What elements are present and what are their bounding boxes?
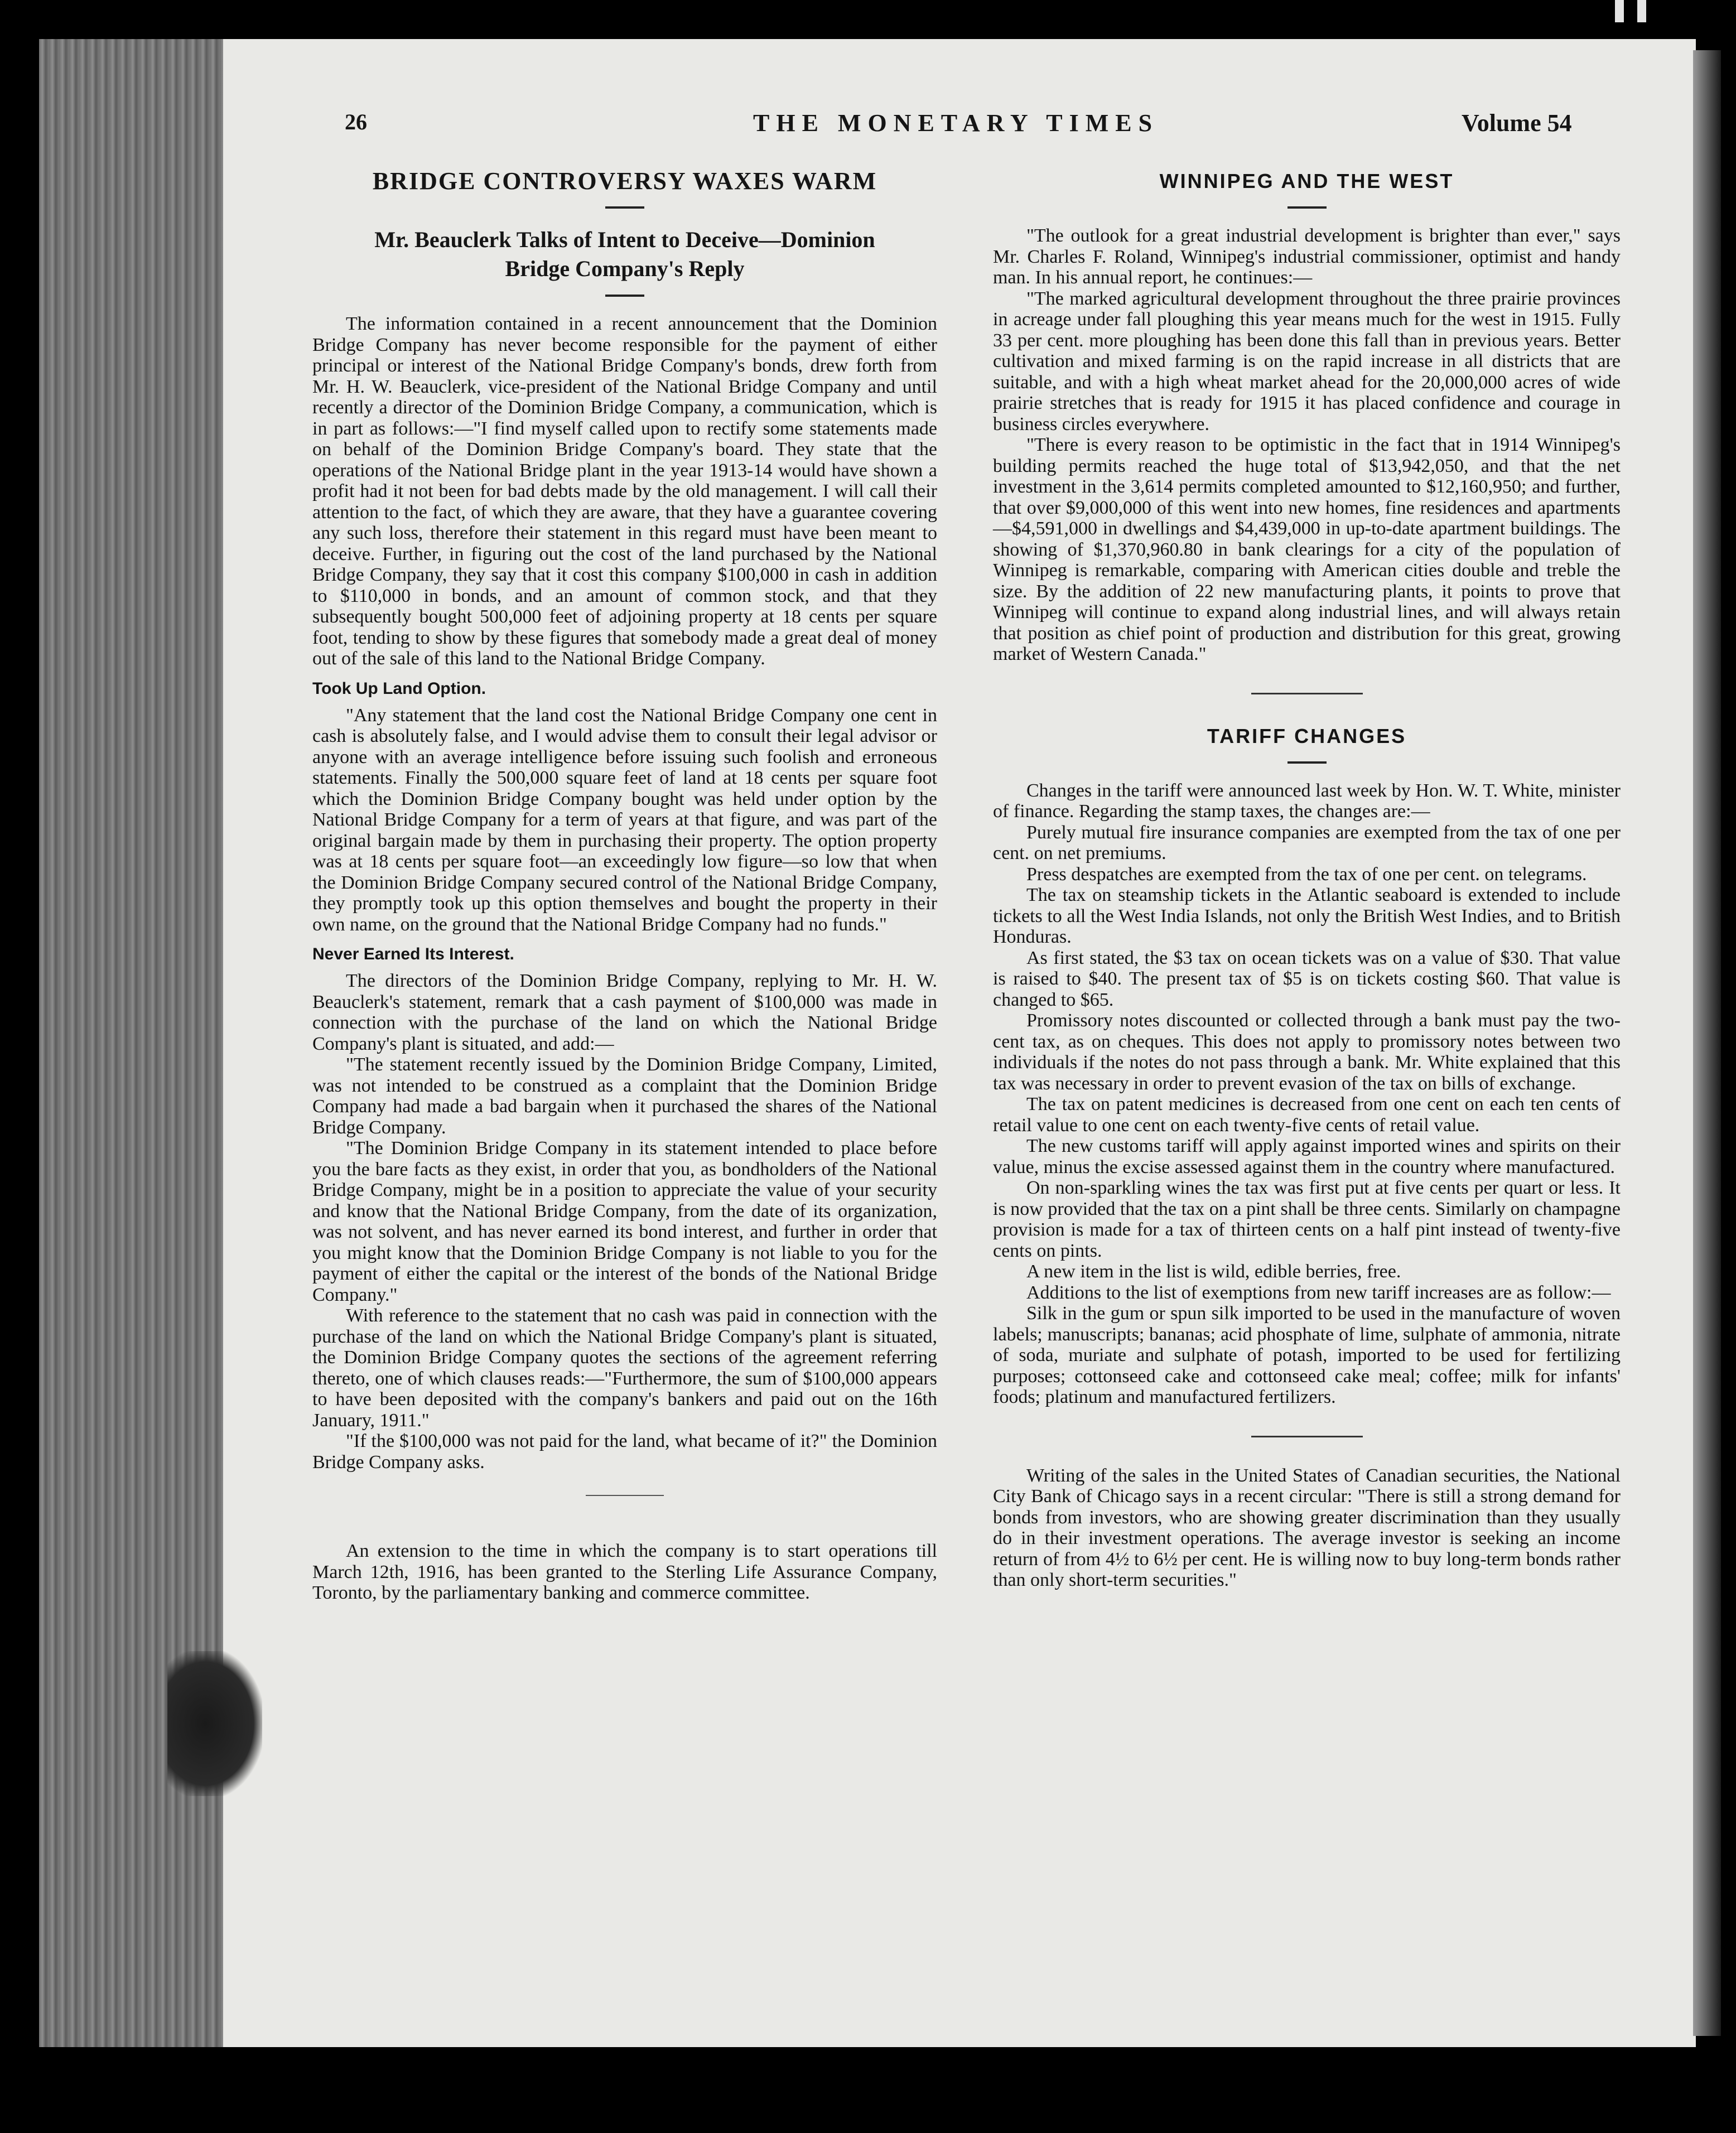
page-number: 26 [345,109,367,134]
article-title: TARIFF CHANGES [1207,724,1407,747]
paragraph: "The marked agricultural development throughout the three prairie provinces in acreage under fall ploughing this year means much for the west in 1915. Fully 33 per cent. more ploughing has been done this fall than in previous years. Better cultivation and mixed farming is on the rapid increase in all districts that are suitable, and with a high wheat market ahead for the 20,000,000 acres of wide prairie stretches that is ready for 1915 it has placed confidence and courage in business circles everywhere. [993,288,1621,435]
thumb-shadow [167,1651,262,1796]
scan-corner-mark [1637,0,1646,22]
title-rule [1287,761,1327,764]
paragraph: With reference to the statement that no cash was paid in connection with the purchase of the land on which the National Bridge Company's plant is situated, the Dominion Bridge Company quotes the sections of the agreement referring thereto, one of which clauses reads:—"Furthermore, the sum of $100,000 appears to have been deposited with the company's bankers and paid out on the 16th January, 1911." [312,1305,937,1431]
subheading: Never Earned Its Interest. [312,945,514,963]
paragraph: An extension to the time in which the company is to start operations till March 12th, 1916, has been granted to the Sterling Life Assurance Company, Toronto, by the parliamentary banking and commerce committee. [312,1541,937,1603]
paragraph: Writing of the sales in the United States of Canadian securities, the National City Bank of Chicago says in a recent circular: "There is still a strong demand for bonds from investors, who are showing greater discrimination than they usually do in their investment operations. The average investor is seeking an income return of from 4½ to 6½ per cent. He is willing now to buy long-term bonds rather than only short-term securities." [993,1465,1621,1590]
left-column [312,167,937,1604]
paragraph: "The statement recently issued by the Dominion Bridge Company, Limited, was not intended to be construed as a complaint that the Dominion Bridge Company had made a bad bargain when it purchased the shares of the National Bridge Company. [312,1054,937,1138]
subheading: Took Up Land Option. [312,679,486,698]
gutter-shadow [1693,50,1721,2036]
paragraph: "There is every reason to be optimistic in the fact that in 1914 Winnipeg's building permits reached the huge total of $13,942,050, and that the net investment in the 3,614 permits completed amounted to $12,160,950; and further, that over $9,000,000 of this went into new homes, fine residences and apartments—$4,591,000 in dwellings and $4,439,000 in up-to-date apartment buildings. The showing of $1,370,960.80 in bank clearings for a city of the population of Winnipeg is remarkable, comparing with American cities double and treble the size. By the addition of 22 new manufacturing plants, it points to prove that Winnipeg will continue to expand along industrial lines, and will always retain that position as chief point of production and distribution for this great, growing market of Western Canada." [993,435,1621,664]
journal-title: THE MONETARY TIMES [753,109,1159,137]
paragraph: Purely mutual fire insurance companies are exempted from the tax of one per cent. on net premiums. [993,822,1621,863]
section-rule [586,1495,664,1496]
section-rule [1251,693,1363,694]
paragraph: Additions to the list of exemptions from new tariff increases are as follow:— [1026,1282,1611,1303]
paragraph: "The Dominion Bridge Company in its statement intended to place before you the bare facts as they exist, in order that you, as bondholders of the National Bridge Company, might be in a position to appreciate the value of your security and know that the National Bridge Company, from the date of its organization, was not solvent, and has never earned its bond interest, and further in order that you might know that the Dominion Bridge Company is not liable to you for the payment of either the capital or the interest of the bonds of the National Bridge Company." [312,1138,937,1305]
paragraph: Silk in the gum or spun silk imported to be used in the manufacture of woven labels; manuscripts; bananas; acid phosphate of lime, sulphate of ammonia, nitrate of soda, muriate and sulphate of potash, imported to be used for fertilizing purposes; cottonseed cake and cottonseed cake meal; coffee; milk for infants' foods; platinum and manufactured fertilizers. [993,1303,1621,1407]
section-rule [1251,1436,1363,1437]
paragraph: "The outlook for a great industrial development is brighter than ever," says Mr. Charles F. Roland, Winnipeg's industrial commissioner, optimist and handy man. In his annual report, he continues:— [993,225,1621,288]
article-title: BRIDGE CONTROVERSY WAXES WARM [372,167,877,195]
paragraph: The tax on patent medicines is decreased from one cent on each ten cents of retail value to one cent on each twenty-five cents of retail value. [993,1094,1621,1136]
article-title: WINNIPEG AND THE WEST [1159,170,1454,192]
paragraph: The directors of the Dominion Bridge Company, replying to Mr. H. W. Beauclerk's statement, remark that a cash payment of $100,000 was made in connection with the purchase of the land on which the National Bridge Company's plant is situated, and add:— [312,971,937,1054]
paragraph: Press despatches are exempted from the tax of one per cent. on telegrams. [1026,863,1587,885]
right-column [993,167,1621,1591]
paragraph: The information contained in a recent announcement that the Dominion Bridge Company has never become responsible for the payment of either principal or interest of the National Bridge Company's bonds, drew forth from Mr. H. W. Beauclerk, vice-president of the National Bridge Company and until recently a director of the Dominion Bridge Company, a communication, which is in part as follows:—"I find myself called upon to rectify some statements made on behalf of the Dominion Bridge Company's board. They state that the operations of the National Bridge plant in the year 1913-14 would have shown a profit had it not been for bad debts made by the old management. I will call their attention to the fact, of which they are aware, that they have a guarantee covering any such loss, therefore their statement in this regard must have been meant to deceive. Further, in figuring out the cost of the land purchased by the National Bridge Company, they say that it cost this company $100,000 in cash in addition to $110,000 in bonds, and an amount of common stock, and that they subsequently bought 500,000 feet of adjoining property at 18 cents per square foot, tending to show by these figures that somebody made a great deal of money out of the sale of this land to the National Bridge Company. [312,313,937,669]
title-rule [1287,206,1327,209]
scan-corner-mark [1615,0,1624,22]
paragraph: The tax on steamship tickets in the Atlantic seaboard is extended to include tickets to all the West India Islands, not only the British West Indies, and to British Honduras. [993,885,1621,947]
paragraph: "Any statement that the land cost the National Bridge Company one cent in cash is absolutely false, and I would advise them to consult their legal advisor or anyone with an average intelligence before issuing such foolish and erroneous statements. Finally the 500,000 square feet of land at 18 cents per square foot which the Dominion Bridge Company bought was held under option by the National Bridge Company for a term of years at that figure, and was part of the original bargain made by them in purchasing their property. The option property was at 18 cents per square foot—an exceedingly low figure—so low that when the Dominion Bridge Company secured control of the National Bridge Company, they promptly took up this option themselves and bought the property in their own name, on the ground that the National Bridge Company had no funds." [312,704,937,935]
paragraph: "If the $100,000 was not paid for the land, what became of it?" the Dominion Bridge Company asks. [312,1431,937,1473]
paragraph: The new customs tariff will apply against imported wines and spirits on their value, minus the excise assessed against them in the country where manufactured. [993,1136,1621,1178]
paragraph: On non-sparkling wines the tax was first put at five cents per quart or less. It is now provided that the tax on a pint shall be three cents. Similarly on champagne provision is made for a tax of thirteen cents on a half pint instead of twenty-five cents on pints. [993,1178,1621,1261]
article-subtitle: Mr. Beauclerk Talks of Intent to Deceive—Dominion Bridge Company's Reply [374,227,875,281]
paragraph: Promissory notes discounted or collected through a bank must pay the two-cent tax, as on cheques. This does not apply to promissory notes between two individuals if the notes do not pass through a bank. Mr. White explained that this tax was necessary in order to prevent evasion of the tax on bills of exchange. [993,1010,1621,1094]
paragraph: A new item in the list is wild, edible berries, free. [1026,1261,1401,1282]
subtitle-rule [605,295,644,297]
volume-label: Volume 54 [1462,109,1572,137]
title-rule [605,206,644,209]
paragraph: As first stated, the $3 tax on ocean tickets was on a value of $30. That value is raised to $40. The present tax of $5 is on tickets costing $60. That value is changed to $65. [993,947,1621,1010]
paragraph: Changes in the tariff were announced last week by Hon. W. T. White, minister of finance. Regarding the stamp taxes, the changes are:— [993,780,1621,822]
